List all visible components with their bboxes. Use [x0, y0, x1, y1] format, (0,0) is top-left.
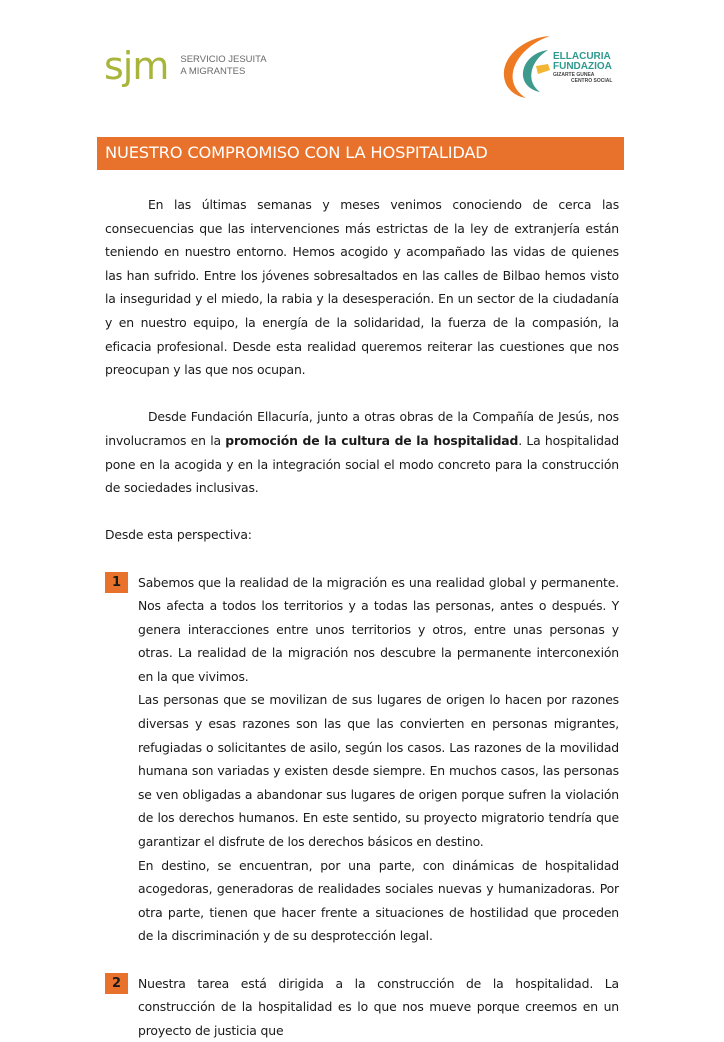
- ellacuria-logo-line4: CENTRO SOCIAL: [571, 78, 613, 84]
- sjm-logo: [104, 46, 267, 86]
- hospitality-paragraph-end: . La hospitalidad pone en la acogida y en la integración social el modo concreto para la construcción de sociedades inclusivas.: [105, 432, 619, 496]
- title-banner: [97, 137, 624, 170]
- ellacuria-logo-line1: ELLACURIA: [553, 51, 611, 62]
- ellacuria-logo-line3: GIZARTE GUNEA: [553, 72, 595, 78]
- intro-paragraph: En las últimas semanas y meses venimos conociendo de cerca las consecuencias que las intervenciones más estrictas de la ley de extranjería están teniendo en nuestro entorno. Hemos acogido y acompañado las vidas de quienes las han sufrido. Entre los jóvenes sobresaltados en las calles de Bilbao hemos visto la inseguridad y el miedo, la rabia y la desesperación. En un sector de la ciudadanía y en nuestro equipo, la energía de la solidaridad, la fuerza de la compasión, la eficacia profesional. Desde esta realidad queremos reiterar las cuestiones que nos preocupan y las que nos ocupan.: [105, 197, 619, 378]
- ellacuria-logo-icon: [500, 32, 556, 100]
- item-number-badge: 1: [105, 572, 128, 593]
- perspective-lead: Desde esta perspectiva:: [105, 527, 252, 543]
- page-header: [0, 0, 724, 137]
- hospitality-paragraph-start: Desde Fundación Ellacuría, junto a otras obras de la Compañía de Jesús, nos involucramos en la: [105, 409, 619, 448]
- page-title: NUESTRO COMPROMISO CON LA HOSPITALIDAD: [105, 143, 488, 162]
- item-paragraph: En destino, se encuentran, por una parte, con dinámicas de hospitalidad acogedoras, generadoras de realidades sociales nuevas y humanizadoras. Por otra parte, tienen que hacer frente a situaciones de hostilidad que proceden de la discriminación y de su desprotección legal.: [138, 857, 619, 944]
- document-body: [105, 170, 619, 1042]
- ellacuria-logo: [500, 32, 630, 102]
- ellacuria-logo-line2: FUNDAZIOA: [553, 61, 612, 72]
- item-number-badge: 2: [105, 973, 128, 994]
- hospitality-paragraph-bold: promoción de la cultura de la hospitalidad: [225, 432, 519, 448]
- logo-yellow-shape: [536, 64, 550, 74]
- item-paragraph: Las personas que se movilizan de sus lugares de origen lo hacen por razones diversas y esas razones son las que las convierten en personas migrantes, refugiadas o solicitantes de asilo, según los casos. Las razones de la movilidad humana son variadas y existen desde siempre. En muchos casos, las personas se ven obligadas a abandonar sus lugares de origen porque sufren la violación de los derechos humanos. En este sentido, su proyecto migratorio tendría que garantizar el disfrute de los derechos básicos en destino.: [138, 692, 619, 850]
- hospitality-paragraph: [105, 405, 619, 499]
- list-item: [105, 972, 619, 1042]
- sjm-logo-line1: SERVICIO JESUITA: [180, 54, 267, 65]
- item-paragraph: Sabemos que la realidad de la migración es una realidad global y permanente. Nos afecta a todos los territorios y a todas las personas, antes o después. Y genera interacciones entre unos territorios y otros, entre unas personas y otras. La realidad de la migración nos descubre la permanente interconexión en la que vivimos.: [138, 574, 619, 684]
- ellacuria-logo-text: [553, 52, 612, 84]
- list-item: [105, 571, 619, 949]
- sjm-logo-mark: sjm: [104, 44, 169, 88]
- list-item-text: [138, 571, 619, 949]
- sjm-logo-line2: A MIGRANTES: [180, 66, 246, 77]
- list-item-text: [138, 972, 619, 1042]
- item-paragraph: Nuestra tarea está dirigida a la construcción de la hospitalidad. La construcción de la hospitalidad es lo que nos mueve porque creemos en un proyecto de justicia que: [138, 975, 619, 1038]
- sjm-logo-text: [180, 54, 266, 78]
